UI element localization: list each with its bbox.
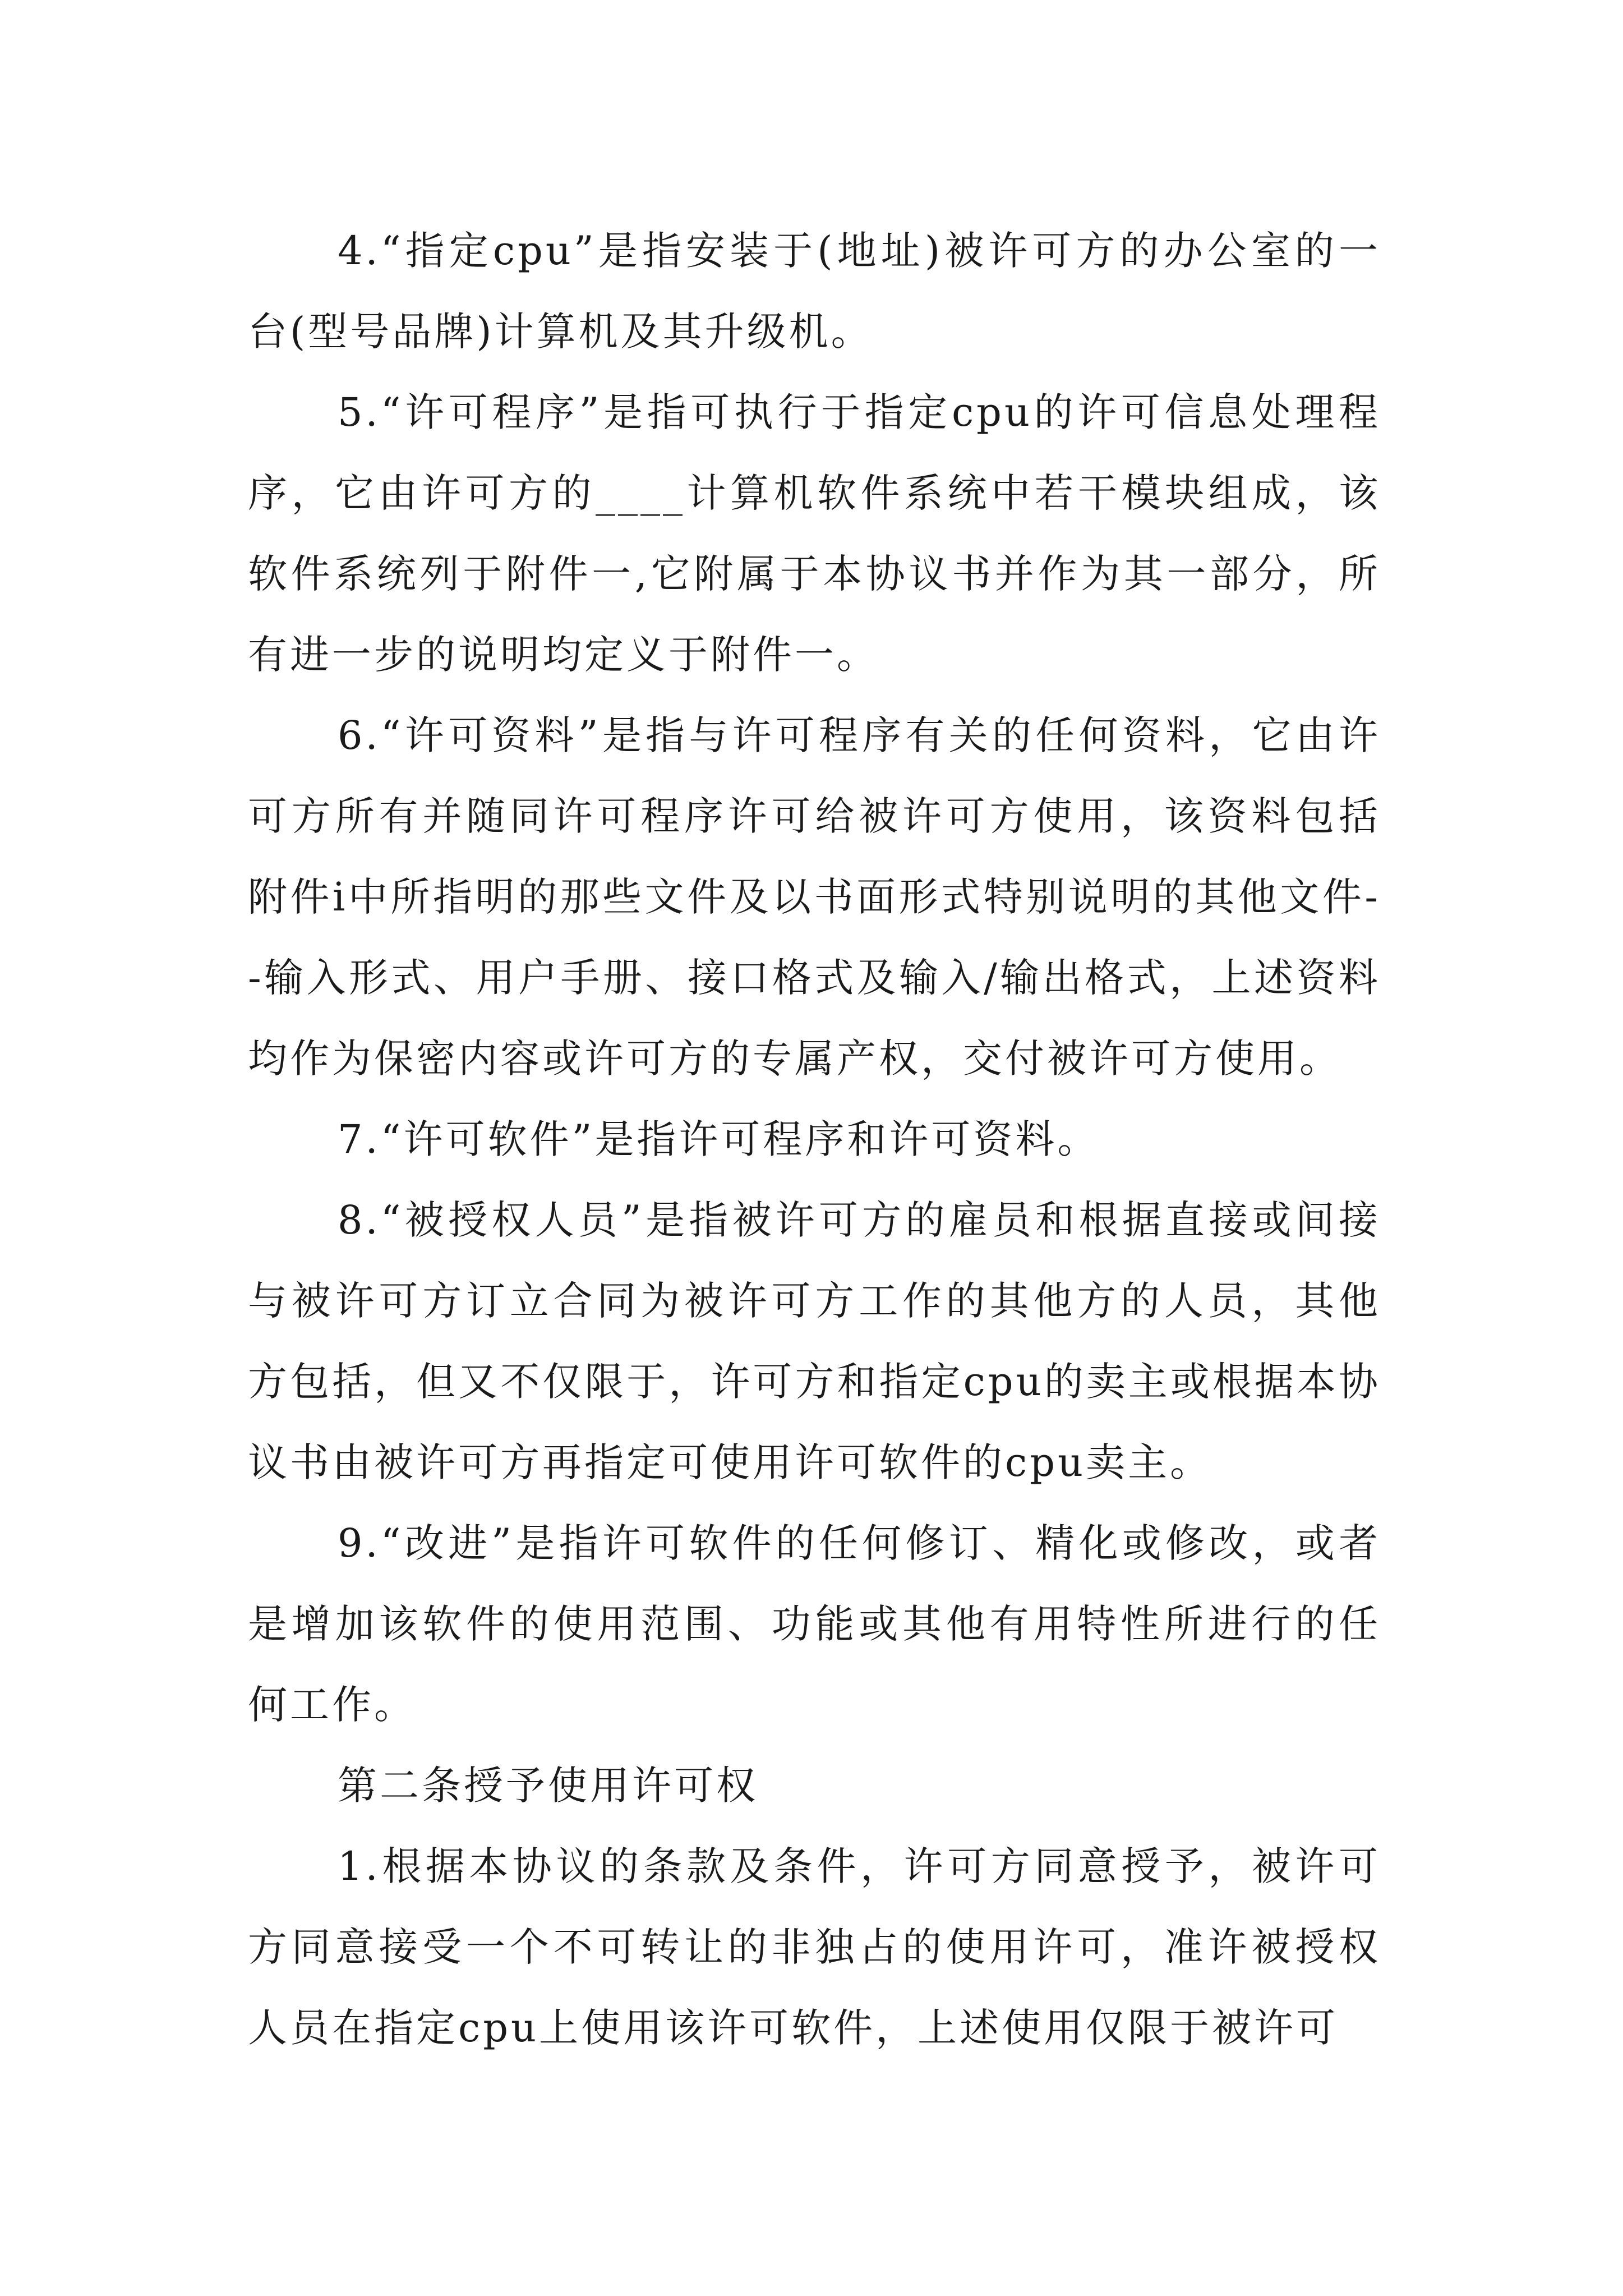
clause-5-paragraph: 5.“许可程序”是指可执行于指定cpu的许可信息处理程序，它由许可方的____计算机软件系统中若干模块组成，该软件系统列于附件一,它附属于本协议书并作为其一部分，所有进一步的说明均定义于附件一。 (248, 389, 1381, 678)
clause-6-paragraph: 6.“许可资料”是指与许可程序有关的任何资料，它由许可方所有并随同许可程序许可给被许可方使用，该资料包括附件i中所指明的那些文件及以书面形式特别说明的其他文件--输入形式、用户手册、接口格式及输入/输出格式，上述资料均作为保密内容或许可方的专属产权，交付被许可方使用。 (248, 712, 1381, 1082)
clause-4-paragraph: 4.“指定cpu”是指安装于(地址)被许可方的办公室的一台(型号品牌)计算机及其升级机。 (248, 228, 1381, 355)
section-heading: 第二条授予使用许可权 (338, 1763, 758, 1809)
clause-8-paragraph: 8.“被授权人员”是指被许可方的雇员和根据直接或间接与被许可方订立合同为被许可方工作的其他方的人员，其他方包括，但又不仅限于，许可方和指定cpu的卖主或根据本协议书由被许可方再指定可使用许可软件的cpu卖主。 (248, 1197, 1381, 1485)
section-clause-1-paragraph: 1.根据本协议的条款及条件，许可方同意授予，被许可方同意接受一个不可转让的非独占的使用许可，准许被授权人员在指定cpu上使用该许可软件，上述使用仅限于被许可 (248, 1843, 1381, 2051)
document-body (248, 210, 1381, 2068)
clause-9-paragraph: 9.“改进”是指许可软件的任何修订、精化或修改，或者是增加该软件的使用范围、功能或其他有用特性所进行的任何工作。 (248, 1520, 1381, 1728)
clause-7-paragraph: 7.“许可软件”是指许可程序和许可资料。 (338, 1116, 1100, 1162)
